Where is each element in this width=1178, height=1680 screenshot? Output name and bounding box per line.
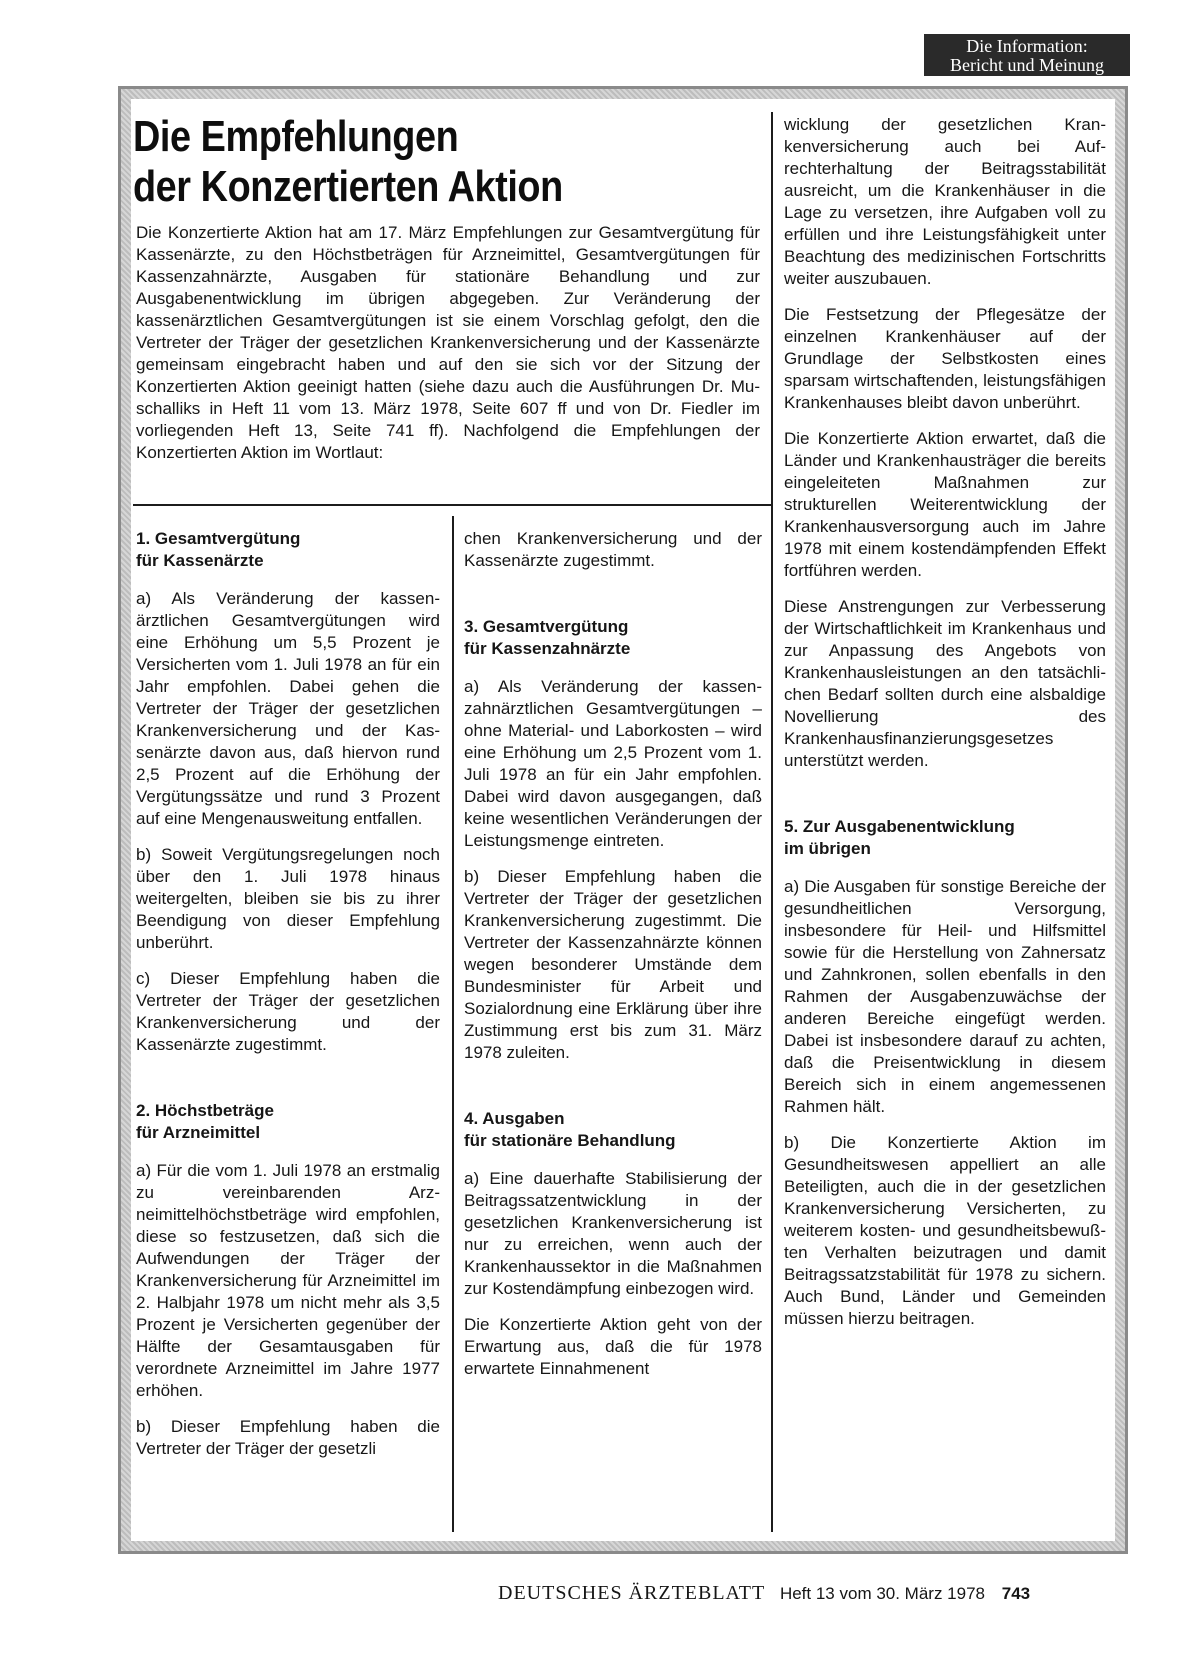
journal-name: DEUTSCHES ÄRZTEBLATT — [498, 1582, 766, 1604]
page-number: 743 — [1001, 1584, 1031, 1603]
column-rule-middle — [452, 516, 454, 1532]
section-1-b: b) Soweit Vergütungsregelungen noch über den 1. Juli 1978 hinaus weitergelten, bleiben sie bis zu ihrer Beendigung von dieser Empfehlung unberührt. — [136, 845, 440, 952]
section-4-heading-line2: für stationäre Behandlung — [464, 1131, 676, 1150]
column-3 — [784, 114, 1106, 1344]
article-title — [133, 112, 563, 212]
section-4-a: a) Eine dauerhafte Stabilisierung der Beitragssatzentwicklung in der gesetzlichen Krankenversicherung ist nur zu erreichen, wenn auch der Krankenhaussektor in die Maßnahmen zur Kostendämpfung einbezogen wird. — [464, 1169, 762, 1298]
section-2-heading-line1: 2. Höchstbeträge — [136, 1101, 274, 1120]
section-4-p2: Die Konzertierte Aktion geht von der Erwartung aus, daß die für 1978 erwartete Einnahmenent — [464, 1315, 762, 1378]
section-3-heading — [464, 616, 762, 660]
section-1-heading-line2: für Kassenärzte — [136, 551, 264, 570]
intro-text: Die Konzertierte Aktion hat am 17. März Empfehlungen zur Gesamtvergütung für Kassenärzte, zu den Höchstbeträgen für Arzneimittel, Gesamtvergütungen für Kassenzahnärzte, Ausgaben für stationäre Behandlung und zur Ausgabenentwicklung im übrigen abgegeben. Zur Veränderung der kassenärztlichen Gesamtvergütungen ist sie einem Vorschlag gefolgt, den die Vertreter der Träger der gesetzlichen Krankenversicherung und der Kassenärzte gemeinsam eingebracht haben und auf den sie sich vor der Sitzung der Konzertierten Aktion geeinigt hatten (siehe dazu auch die Ausführungen Dr. Muschalliks in Heft 11 vom 13. März 1978, Seite 607 ff und von Dr. Fiedler im vorliegenden Heft 13, Seite 741 ff). Nachfolgend die Empfehlungen der Konzertierten Aktion im Wortlaut: — [136, 223, 760, 462]
column-1 — [136, 528, 440, 1474]
section-4-p4: Die Konzertierte Aktion erwartet, daß die Länder und Krankenhausträger die bereits eingeleiteten Maßnahmen zur strukturellen Weiterentwicklung der Krankenhausversorgung auch im Jahre 1978 mit einem kostendämpfenden Effekt fortführen werden. — [784, 429, 1106, 580]
page-footer — [498, 1582, 1138, 1605]
section-badge-line1: Die Information: — [966, 36, 1088, 56]
section-5-a: a) Die Ausgaben für sonstige Bereiche der gesundheitlichen Versorgung, insbesondere für Heil- und Hilfsmittel sowie für die Herstellung von Zahnersatz und Zahnkronen, sollen ebenfalls in den Rahmen der Ausgabenzuwächse der anderen Bereiche eingefügt werden. Dabei ist insbesondere darauf zu achten, daß die Preisentwicklung in diesem Bereich sich in einem angemessenen Rahmen hält. — [784, 877, 1106, 1116]
section-2-b-continued: chen Krankenversicherung und der Kassenärzte zugestimmt. — [464, 529, 762, 570]
section-1-a: a) Als Veränderung der kassenärztlichen Gesamtvergütungen wird eine Erhöhung um 5,5 Prozent je Versicherten vom 1. Juli 1978 an für ein Jahr empfohlen. Dabei gehen die Vertreter der Träger der gesetzlichen Krankenversicherung und der Kassenärzte davon aus, daß hiervon rund 2,5 Prozent auf die Erhöhung der Vergütungssätze und rund 3 Prozent auf eine Mengenausweitung entfallen. — [136, 589, 440, 828]
section-5-heading — [784, 816, 1106, 860]
section-1-heading-line1: 1. Gesamtvergütung — [136, 529, 301, 548]
section-5-heading-line1: 5. Zur Ausgabenentwicklung — [784, 817, 1015, 836]
section-1-c: c) Dieser Empfehlung haben die Vertreter der Träger der gesetzlichen Krankenversicherung und der Kassenärzte zugestimmt. — [136, 969, 440, 1054]
section-3-heading-line2: für Kassenzahnärzte — [464, 639, 631, 658]
section-4-heading-line1: 4. Ausgaben — [464, 1109, 565, 1128]
intro-rule — [133, 504, 772, 506]
article-title-line2: der Konzertierten Aktion — [133, 162, 563, 211]
section-badge-line2: Bericht und Meinung — [950, 55, 1104, 75]
section-3-heading-line1: 3. Gesamtvergütung — [464, 617, 629, 636]
section-4-heading — [464, 1108, 762, 1152]
section-4-continued: wicklung der gesetzlichen Krankenversicherung auch bei Aufrechterhaltung der Beitragsstabilität ausreicht, um die Krankenhäuser in die Lage zu versetzen, ihre Aufgaben voll zu erfüllen und ihre Leistungsfähigkeit unter Beachtung des medizinischen Fortschritts weiter auszubauen. — [784, 115, 1106, 288]
section-badge — [924, 34, 1130, 76]
column-rule-right — [771, 112, 773, 1532]
section-5-heading-line2: im übrigen — [784, 839, 871, 858]
section-4-p5: Diese Anstrengungen zur Verbesserung der Wirtschaftlichkeit im Krankenhaus und zur Anpassung des Angebots von Krankenhausleistungen an den tatsächlichen Bedarf sollten durch eine alsbaldige Novellierung des Krankenhausfinanzierungsgesetzes unterstützt werden. — [784, 597, 1106, 770]
section-2-heading — [136, 1100, 440, 1144]
section-4-p3: Die Festsetzung der Pflegesätze der einzelnen Krankenhäuser auf der Grundlage der Selbstkosten eines sparsam wirtschaftenden, leistungsfähigen Krankenhauses bleibt davon unberührt. — [784, 305, 1106, 412]
section-2-heading-line2: für Arzneimittel — [136, 1123, 261, 1142]
section-5-b: b) Die Konzertierte Aktion im Gesundheitswesen appelliert an alle Beteiligten, auch die in der gesetzlichen Krankenversicherung Versicherten, zu weiterem kosten- und gesundheitsbewußten Verhalten beizutragen und damit Beitragssatzstabilität für 1978 zu sichern. Auch Bund, Länder und Gemeinden müssen hierzu beitragen. — [784, 1133, 1106, 1328]
issue-info: Heft 13 vom 30. März 1978 — [779, 1584, 985, 1603]
section-2-a: a) Für die vom 1. Juli 1978 an erstmalig zu vereinbarenden Arzneimittelhöchstbeträge wird empfohlen, diese so festzusetzen, daß sich die Aufwendungen der Träger der Krankenversicherung für Arzneimittel im 2. Halbjahr 1978 um nicht mehr als 3,5 Prozent je Versicherten gegenüber der Hälfte der Gesamtausgaben für verordnete Arzneimittel im Jahre 1977 erhöhen. — [136, 1161, 440, 1400]
article-title-line1: Die Empfehlungen — [133, 112, 459, 161]
section-3-b: b) Dieser Empfehlung haben die Vertreter der Träger der gesetzlichen Krankenversicherung zugestimmt. Die Vertreter der Kassenzahnärzte können wegen besonderer Umstände dem Bundesminister für Arbeit und Sozialordnung eine Erklärung über ihre Zustimmung erst bis zum 31. März 1978 zuleiten. — [464, 867, 762, 1062]
section-1-heading — [136, 528, 440, 572]
intro-paragraph — [136, 222, 760, 478]
section-3-a: a) Als Veränderung der kassenzahnärztlichen Gesamtvergütungen – ohne Material- und Laborkosten – wird eine Erhöhung um 2,5 Prozent vom 1. Juli 1978 an für ein Jahr empfohlen. Dabei wird davon ausgegangen, daß keine wesentlichen Veränderungen der Leistungsmenge eintreten. — [464, 677, 762, 850]
section-2-b: b) Dieser Empfehlung haben die Vertreter der Träger der gesetzli — [136, 1417, 440, 1458]
column-2 — [464, 528, 762, 1394]
